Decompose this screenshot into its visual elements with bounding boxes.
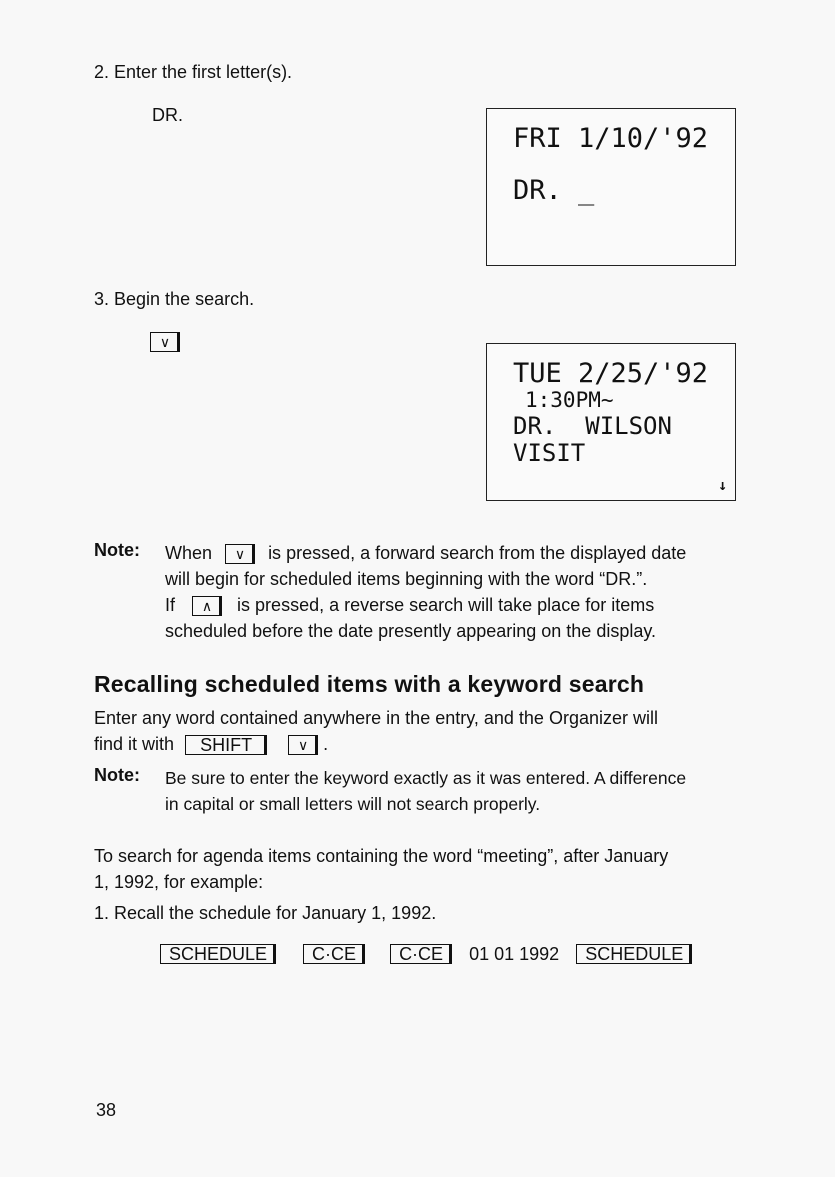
section-intro-line-1: Enter any word contained anywhere in the entry, and the Organizer will <box>94 708 658 728</box>
lcd-display-1 <box>486 108 736 266</box>
note-2-body <box>165 765 745 817</box>
down-arrow-key-shift: ∨ <box>288 735 318 755</box>
note-1-line-1: When ∨ is pressed, a forward search from the displayed date <box>165 543 687 563</box>
down-arrow-key: ∨ <box>150 332 180 352</box>
note-1-body <box>165 540 745 644</box>
example-line-2: 1, 1992, for example: <box>94 872 264 892</box>
note-2-line-2: in capital or small letters will not search properly. <box>165 794 541 814</box>
step-1-text: 1. Recall the schedule for January 1, 1992. <box>94 903 437 923</box>
note-1-label: Note: <box>94 540 140 560</box>
lcd2-date-line: TUE 2/25/'92 <box>513 358 709 389</box>
schedule-key-2: SCHEDULE <box>576 944 692 964</box>
cce-key-2: C·CE <box>390 944 452 964</box>
lcd2-time-line: 1:30PM~ <box>525 388 614 412</box>
scroll-down-arrow-icon: ↓ <box>717 476 727 494</box>
down-arrow-key-inline: ∨ <box>225 544 255 564</box>
shift-key: SHIFT <box>185 735 267 755</box>
example-line-1: To search for agenda items containing the word “meeting”, after January <box>94 846 669 866</box>
step-2-input-text: DR. <box>152 105 183 125</box>
example-paragraph <box>94 843 744 895</box>
section-intro-line-2: find it with SHIFT ∨ . <box>94 734 329 756</box>
step-2-text: 2. Enter the first letter(s). <box>94 62 293 82</box>
key-sequence <box>160 943 692 965</box>
section-intro <box>94 705 744 757</box>
note-2-label: Note: <box>94 765 140 785</box>
note-1-line-2: will begin for scheduled items beginning with the word “DR.”. <box>165 569 648 589</box>
date-input-text: 01 01 1992 <box>469 943 560 964</box>
up-arrow-key: ∧ <box>192 596 222 616</box>
lcd2-detail-line: VISIT <box>513 439 586 467</box>
lcd1-input-line: DR. _ <box>513 175 595 206</box>
note-1-line-3: If ∧ is pressed, a reverse search will take place for items <box>165 595 655 615</box>
schedule-key: SCHEDULE <box>160 944 276 964</box>
lcd-display-2 <box>486 343 736 501</box>
step-3-text: 3. Begin the search. <box>94 289 255 309</box>
lcd1-date-line: FRI 1/10/'92 <box>513 123 709 154</box>
cce-key-1: C·CE <box>303 944 365 964</box>
section-heading: Recalling scheduled items with a keyword search <box>94 671 645 697</box>
lcd2-title-line: DR. WILSON <box>513 412 672 440</box>
page-number: 38 <box>96 1100 117 1120</box>
note-2-line-1: Be sure to enter the keyword exactly as it was entered. A difference <box>165 768 687 788</box>
note-1-line-4: scheduled before the date presently appearing on the display. <box>165 621 657 641</box>
